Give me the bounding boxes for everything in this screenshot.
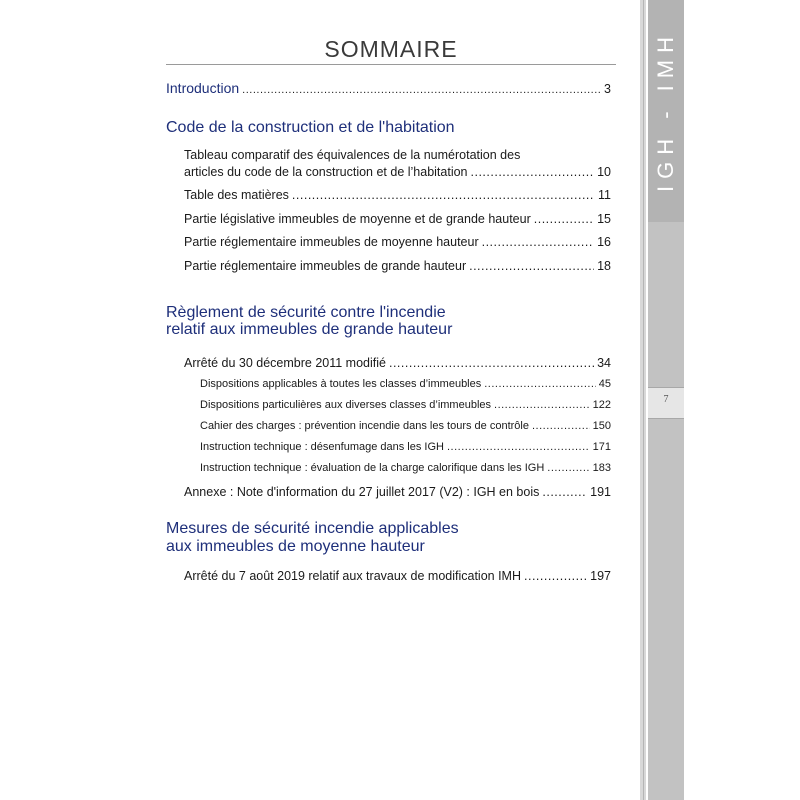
dot-leader xyxy=(484,378,596,390)
dot-leader xyxy=(482,235,594,249)
toc-subentry-cahier-charges[interactable] xyxy=(200,420,611,432)
toc-page-number: 10 xyxy=(597,165,611,179)
toc-page-number: 15 xyxy=(597,212,611,226)
toc-subentry-dispositions-particulieres[interactable] xyxy=(200,399,611,411)
toc-page-number: 183 xyxy=(592,462,611,474)
toc-subentry-charge-calorifique[interactable] xyxy=(200,462,611,474)
dot-leader xyxy=(534,212,594,226)
dot-leader xyxy=(447,441,590,453)
section-heading-imh-line1: Mesures de sécurité incendie applicables xyxy=(166,520,459,537)
toc-entry-label: Introduction xyxy=(166,80,240,96)
side-band xyxy=(648,222,684,800)
section-heading-construction: Code de la construction et de l'habitation xyxy=(166,119,455,136)
toc-entry-arrete-2011[interactable] xyxy=(184,356,611,370)
dot-leader xyxy=(469,259,594,273)
toc-entry-label: Arrêté du 7 août 2019 relatif aux travaux de modification IMH xyxy=(184,569,521,583)
toc-page-number: 34 xyxy=(597,356,611,370)
side-tab-label: IGH - IMH xyxy=(653,30,678,192)
toc-page-number: 16 xyxy=(597,235,611,249)
toc-entry-label: Table des matières xyxy=(184,188,289,202)
dot-leader xyxy=(524,569,587,583)
dot-leader xyxy=(532,420,590,432)
toc-entry-table-matieres[interactable] xyxy=(184,188,611,202)
toc-entry-tableau-line2[interactable] xyxy=(184,165,611,179)
dot-leader xyxy=(542,485,587,499)
toc-subentry-dispositions-applicables[interactable] xyxy=(200,378,611,390)
toc-entry-annexe[interactable] xyxy=(184,485,611,499)
gutter-line xyxy=(643,0,644,800)
toc-page-number: 122 xyxy=(592,399,611,411)
toc-entry-reglementaire-moyenne[interactable] xyxy=(184,235,611,249)
page-title: SOMMAIRE xyxy=(324,36,458,62)
toc-page-number: 3 xyxy=(604,82,611,96)
section-heading-imh-line2: aux immeubles de moyenne hauteur xyxy=(166,538,425,555)
dot-leader xyxy=(242,84,601,96)
toc-entry-arrete-2019[interactable] xyxy=(184,569,611,583)
toc-entry-label: Partie réglementaire immeubles de grande hauteur xyxy=(184,259,467,273)
toc-entry-label: Instruction technique : désenfumage dans les IGH xyxy=(200,441,444,453)
toc-subentry-desenfumage[interactable] xyxy=(200,441,611,453)
toc-entry-label: Dispositions particulières aux diverses classes d’immeubles xyxy=(200,399,492,411)
section-heading-igh-line2: relatif aux immeubles de grande hauteur xyxy=(166,321,453,338)
toc-entry-label: Instruction technique : évaluation de la charge calorifique dans les IGH xyxy=(200,462,545,474)
dot-leader xyxy=(547,462,589,474)
toc-page-number: 18 xyxy=(597,259,611,273)
toc-page-number: 150 xyxy=(592,420,611,432)
section-heading-igh-line1: Règlement de sécurité contre l'incendie xyxy=(166,304,446,321)
toc-page-number: 171 xyxy=(592,441,611,453)
toc-entry-reglementaire-grande[interactable] xyxy=(184,259,611,273)
toc-entry-tableau-line1[interactable] xyxy=(184,148,611,162)
toc-entry-label: Partie réglementaire immeubles de moyenne hauteur xyxy=(184,235,479,249)
toc-entry-label: Cahier des charges : prévention incendie dans les tours de contrôle xyxy=(200,420,529,432)
dot-leader xyxy=(471,165,595,179)
toc-entry-label: Arrêté du 30 décembre 2011 modifié xyxy=(184,356,386,370)
dot-leader xyxy=(292,188,595,202)
toc-entry-label: Tableau comparatif des équivalences de la numérotation des xyxy=(184,148,521,162)
toc-entry-label: Annexe : Note d'information du 27 juillet 2017 (V2) : IGH en bois xyxy=(184,485,540,499)
title-divider xyxy=(166,64,616,65)
page-number: 7 xyxy=(663,394,669,405)
toc-page-number: 191 xyxy=(590,485,611,499)
toc-entry-partie-legislative[interactable] xyxy=(184,212,611,226)
toc-entry-label: Dispositions applicables à toutes les classes d’immeubles xyxy=(200,378,482,390)
dot-leader xyxy=(494,399,590,411)
toc-entry-label: articles du code de la construction et de l’habitation xyxy=(184,165,468,179)
toc-entry-label: Partie législative immeubles de moyenne et de grande hauteur xyxy=(184,212,531,226)
toc-page-number: 45 xyxy=(598,378,611,390)
toc-page-number: 197 xyxy=(590,569,611,583)
side-tab-label-wrap xyxy=(648,0,684,222)
dot-leader xyxy=(389,356,594,370)
toc-entry-introduction[interactable] xyxy=(166,80,611,96)
toc-page-number: 11 xyxy=(598,188,611,202)
